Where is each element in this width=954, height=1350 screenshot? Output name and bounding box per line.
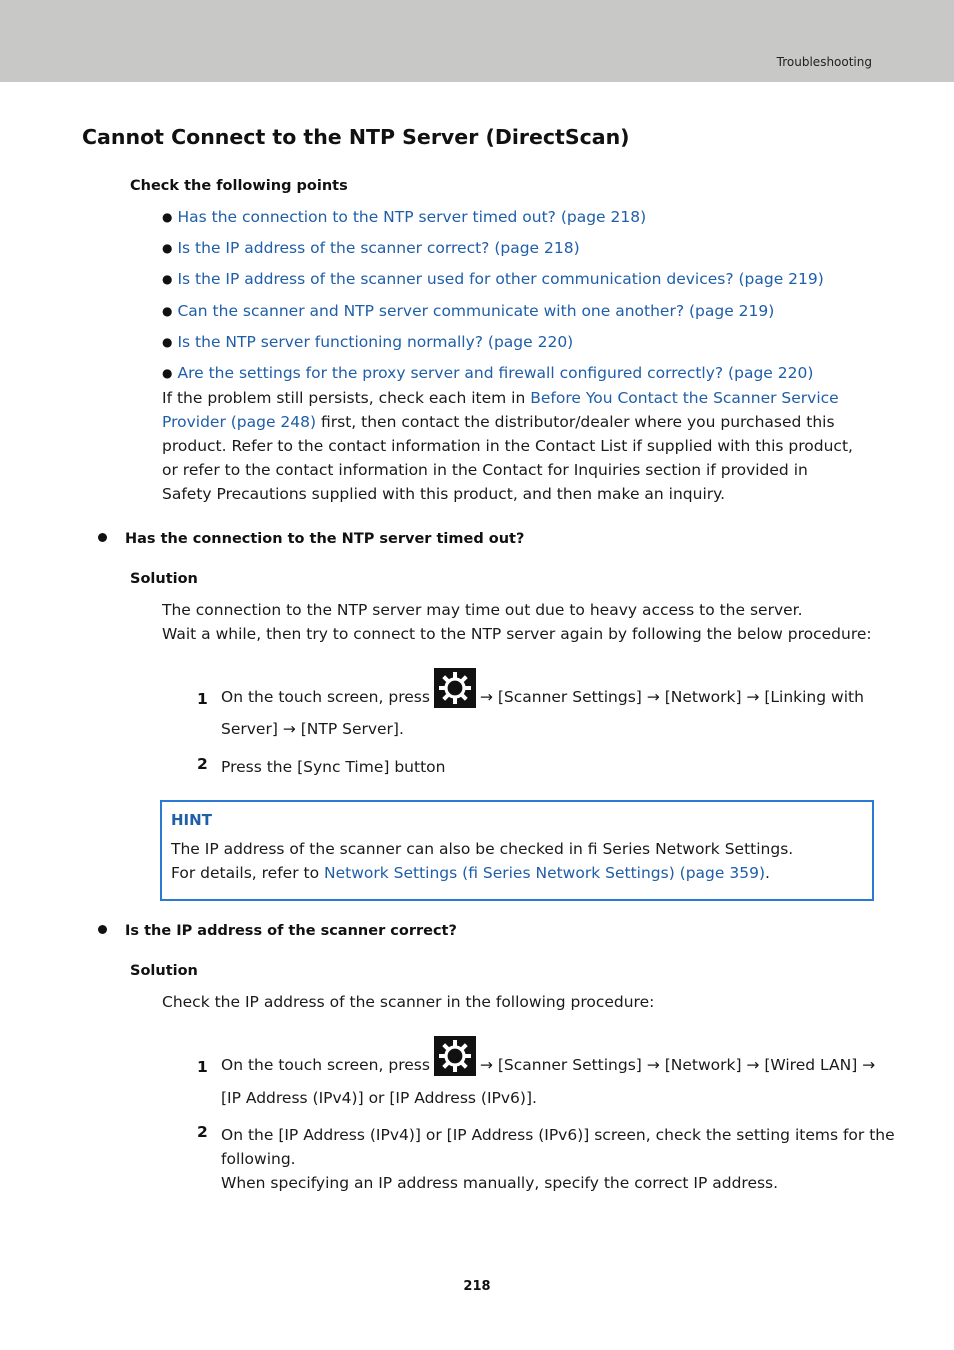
network-settings-link[interactable]: Network Settings (fi Series Network Settings) (page 359) [324,864,765,882]
hint-label: HINT [171,811,212,829]
step-text: → [Scanner Settings] → [Network] → [Wired LAN] → [479,1056,876,1074]
checklist-link-text[interactable]: Are the settings for the proxy server and firewall configured correctly? (page 220) [177,364,814,382]
bullet-icon: ● [162,304,173,318]
checklist-link-2[interactable] [162,239,580,257]
hint-text: . [765,864,770,882]
page-title: Cannot Connect to the NTP Server (DirectScan) [82,125,630,149]
checklist-link-text[interactable]: Has the connection to the NTP server timed out? (page 218) [177,208,647,226]
checklist-link-6[interactable] [162,364,813,382]
section1-line2: Wait a while, then try to connect to the NTP server again by following the below procedure: [162,625,872,643]
hint-line1: The IP address of the scanner can also be checked in fi Series Network Settings. [171,840,794,858]
checklist-link-text[interactable]: Is the IP address of the scanner correct? (page 218) [177,239,580,257]
bullet-icon: ● [162,241,173,255]
header-section-title: Troubleshooting [776,55,872,69]
persist-paragraph [162,386,862,506]
section2-step1-number: 1 [197,1058,208,1076]
section2-step1-line2: [IP Address (IPv4)] or [IP Address (IPv6)]. [221,1089,537,1107]
section2-step2-line3: When specifying an IP address manually, specify the correct IP address. [221,1174,779,1192]
bullet-icon: ● [162,335,173,349]
page-header-band [0,0,954,82]
section1-step1-number: 1 [197,690,208,708]
section1-line1: The connection to the NTP server may time out due to heavy access to the server. [162,601,803,619]
checklist-link-text[interactable]: Can the scanner and NTP server communicate with one another? (page 219) [177,302,775,320]
section2-heading: Is the IP address of the scanner correct? [125,923,457,939]
section2-line1: Check the IP address of the scanner in the following procedure: [162,993,655,1011]
step-text: On the touch screen, press [221,1056,430,1074]
section-bullet-icon [98,533,107,542]
bullet-icon: ● [162,210,173,224]
section1-step2-text: Press the [Sync Time] button [221,758,446,776]
gear-icon [434,668,476,708]
section1-step2-number: 2 [197,755,208,773]
persist-text-after: first, then contact the distributor/dealer where you purchased this product. Refer to the contact information in the Contact List if supplied with this product, or refer to the contact information in the Contact for Inquiries section if provided in Safety Precautions supplied with this product, and then make an inquiry. [162,413,853,503]
section1-heading: Has the connection to the NTP server timed out? [125,531,525,547]
contact-provider-link[interactable]: Before You Contact the Scanner Service Provider (page 248) [162,389,839,431]
checklist-link-4[interactable] [162,302,774,320]
section-bullet-icon [98,925,107,934]
checklist-link-5[interactable] [162,333,573,351]
page-number: 218 [463,1279,491,1294]
section2-step2-line1: On the [IP Address (IPv4)] or [IP Address (IPv6)] screen, check the setting items for the [221,1126,895,1144]
hint-text: For details, refer to [171,864,324,882]
checklist-link-text[interactable]: Is the IP address of the scanner used for other communication devices? (page 219) [177,270,824,288]
bullet-icon: ● [162,272,173,286]
checklist-link-1[interactable] [162,208,646,226]
persist-text-before: If the problem still persists, check each item in [162,389,531,407]
section1-step1-line2: Server] → [NTP Server]. [221,720,404,738]
section2-solution-label: Solution [130,963,198,979]
section2-step2-number: 2 [197,1123,208,1141]
hint-line2 [171,861,770,885]
section2-step1-text [221,1036,875,1077]
section1-step1-text [221,668,864,709]
step-text: On the touch screen, press [221,688,430,706]
bullet-icon: ● [162,366,173,380]
checklist-link-3[interactable] [162,270,824,288]
section1-solution-label: Solution [130,571,198,587]
gear-icon [434,1036,476,1076]
section2-step2-line2: following. [221,1150,296,1168]
checklist-link-text[interactable]: Is the NTP server functioning normally? (page 220) [177,333,574,351]
check-heading: Check the following points [130,178,348,194]
step-text: → [Scanner Settings] → [Network] → [Linking with [479,688,864,706]
